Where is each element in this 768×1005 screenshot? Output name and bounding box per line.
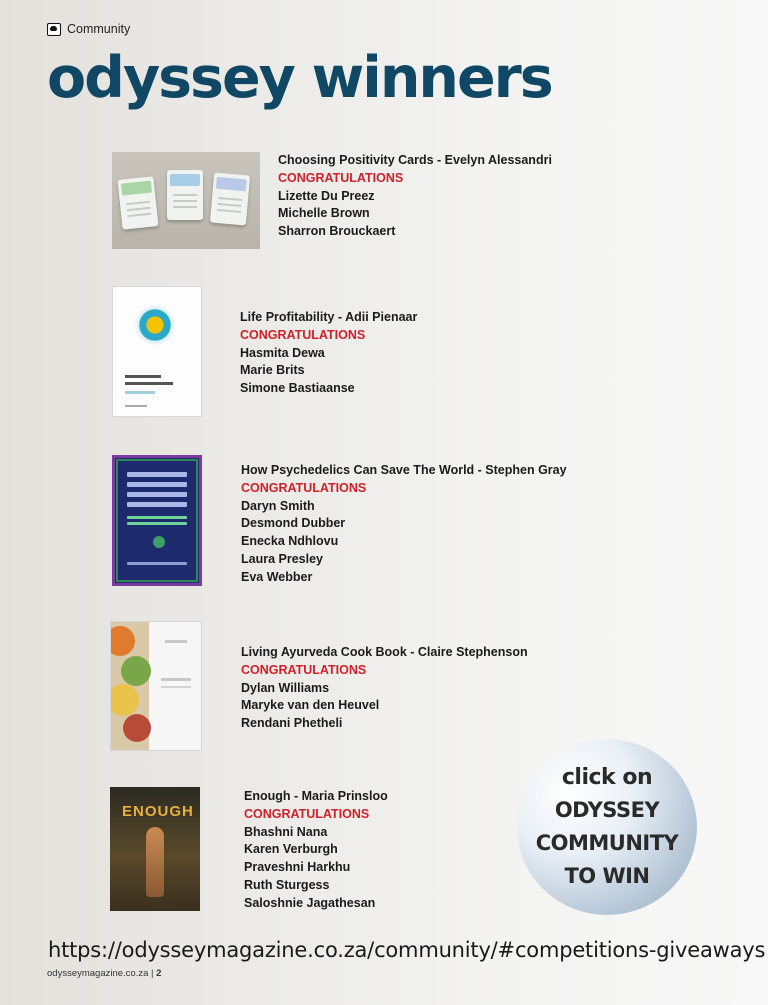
book-title: Life Profitability - Adii Pienaar [240, 310, 418, 324]
winner-name: Eva Webber [241, 569, 313, 584]
winner-name: Sharron Brouckaert [278, 224, 396, 239]
winner-name: Bhashni Nana [244, 824, 328, 839]
globe-graphic [153, 536, 165, 548]
winner-name: Marie Brits [240, 363, 305, 378]
winner-name: Maryke van den Heuvel [241, 698, 380, 713]
community-cta-button[interactable] [517, 739, 697, 915]
page-number: 2 [156, 968, 162, 979]
winner-name: Rendani Phetheli [241, 716, 343, 731]
cover-title-text: ENOUGH [122, 803, 194, 820]
book-title: How Psychedelics Can Save The World - Stephen Gray [241, 463, 567, 477]
winner-name: Michelle Brown [278, 206, 370, 221]
winner-name: Ruth Sturgess [244, 877, 330, 892]
cta-line: COMMUNITY [535, 830, 679, 855]
cta-line: click on [561, 764, 653, 790]
congratulations-label: CONGRATULATIONS [241, 662, 367, 677]
cta-line: ODYSSEY [554, 797, 660, 822]
competitions-link[interactable]: https://odysseymagazine.co.za/community/#competitions-giveaways [48, 938, 766, 962]
winner-name: Enecka Ndhlovu [241, 534, 339, 549]
congratulations-label: CONGRATULATIONS [240, 327, 366, 342]
positivity-cards-image [112, 152, 260, 249]
community-icon [47, 23, 61, 36]
congratulations-label: CONGRATULATIONS [244, 806, 370, 821]
winner-name: Saloshnie Jagathesan [244, 895, 376, 910]
enough-book-cover [110, 787, 200, 911]
winner-name: Praveshni Harkhu [244, 860, 351, 875]
figure-graphic [146, 827, 164, 897]
page-footer: odysseymagazine.co.za | 2 [47, 968, 162, 979]
book-title: Living Ayurveda Cook Book - Claire Stephenson [241, 645, 528, 659]
winner-name: Daryn Smith [241, 498, 315, 513]
life-profitability-cover [112, 286, 202, 417]
sun-graphic [135, 305, 175, 345]
section-tag [47, 22, 130, 36]
site-name: odysseymagazine.co.za [47, 968, 149, 979]
winner-name: Hasmita Dewa [240, 345, 325, 360]
book-title: Choosing Positivity Cards - Evelyn Alessandri [278, 153, 552, 167]
psychedelics-book-cover [112, 455, 202, 586]
section-label: Community [67, 22, 131, 36]
winner-name: Laura Presley [241, 551, 323, 566]
winner-name: Dylan Williams [241, 680, 330, 695]
winner-name: Simone Bastiaanse [240, 381, 355, 396]
winner-name: Desmond Dubber [241, 516, 346, 531]
book-title: Enough - Maria Prinsloo [244, 789, 388, 803]
winner-name: Lizette Du Preez [278, 188, 375, 203]
ayurveda-cookbook-cover [110, 621, 202, 751]
winner-name: Karen Verburgh [244, 842, 338, 857]
page-title: odyssey winners [47, 45, 552, 111]
congratulations-label: CONGRATULATIONS [241, 480, 367, 495]
congratulations-label: CONGRATULATIONS [278, 170, 404, 185]
cta-line: TO WIN [564, 863, 650, 888]
